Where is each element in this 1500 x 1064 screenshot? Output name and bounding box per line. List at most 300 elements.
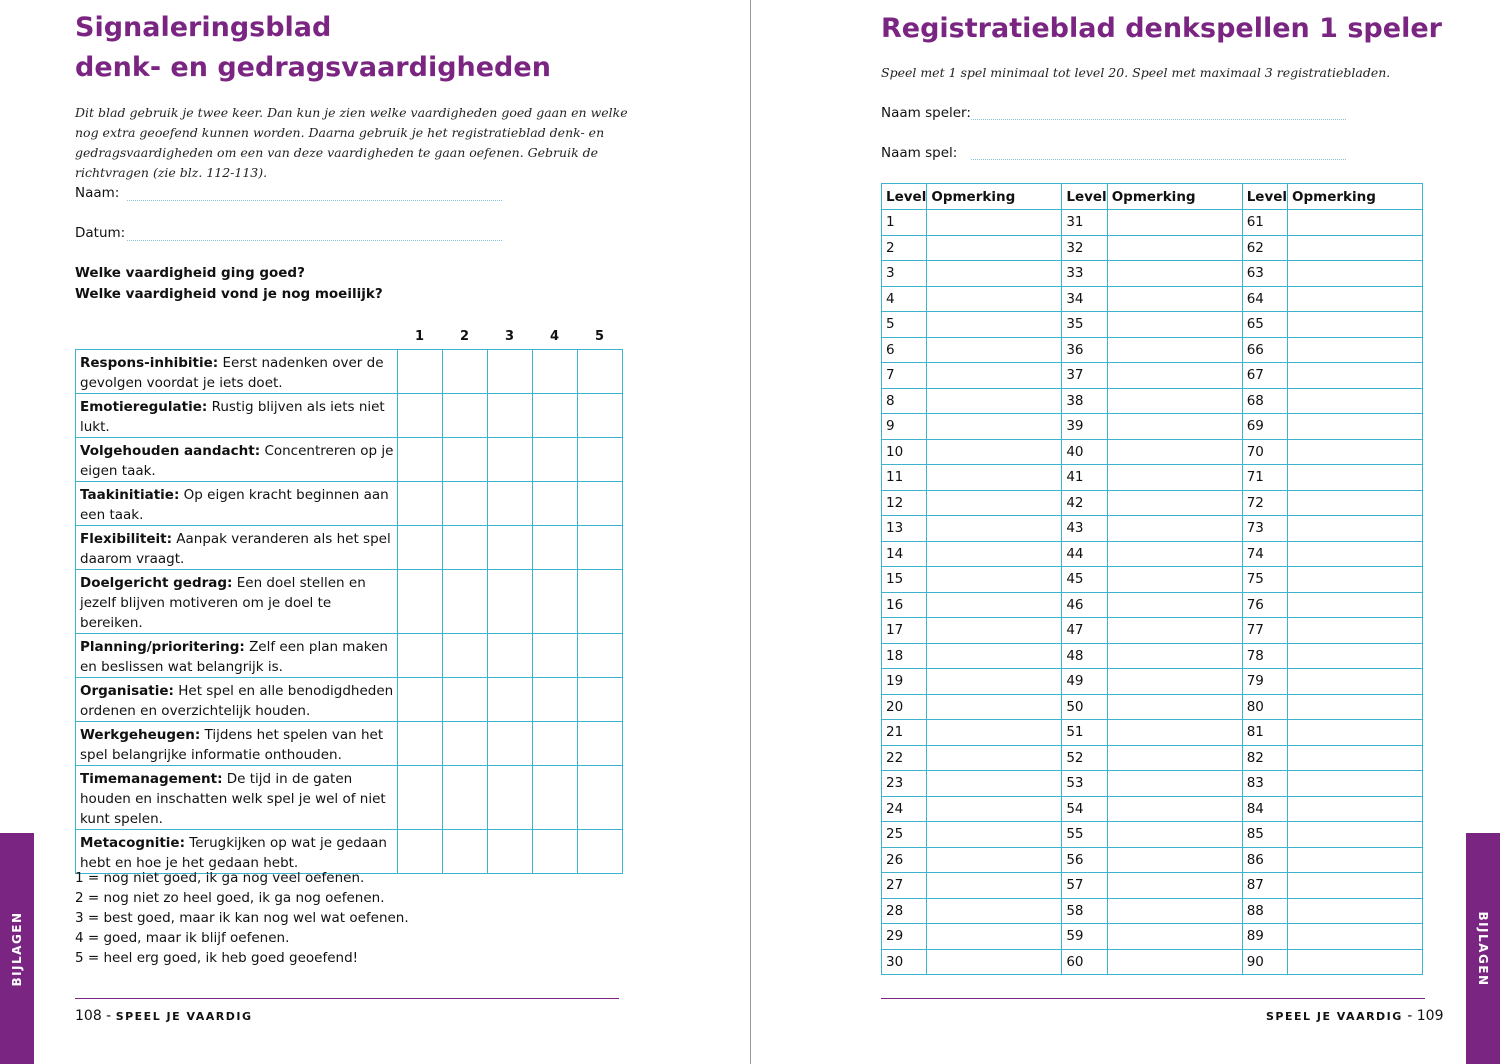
remark-cell[interactable] bbox=[1107, 261, 1242, 287]
level-row bbox=[882, 847, 1423, 873]
remark-cell[interactable] bbox=[927, 949, 1062, 975]
remark-cell[interactable] bbox=[927, 618, 1062, 644]
footer-separator-left: - bbox=[101, 1008, 116, 1024]
skill-row bbox=[76, 830, 623, 874]
remark-cell[interactable] bbox=[1107, 388, 1242, 414]
remark-cell[interactable] bbox=[1107, 847, 1242, 873]
remark-cell[interactable] bbox=[1288, 439, 1423, 465]
score-cell-3[interactable] bbox=[488, 722, 533, 766]
level-number: 69 bbox=[1242, 414, 1287, 440]
level-row bbox=[882, 235, 1423, 261]
level-number: 64 bbox=[1242, 286, 1287, 312]
level-number: 80 bbox=[1242, 694, 1287, 720]
level-number: 33 bbox=[1062, 261, 1107, 287]
level-number: 51 bbox=[1062, 720, 1107, 746]
level-number: 79 bbox=[1242, 669, 1287, 695]
remark-cell[interactable] bbox=[927, 286, 1062, 312]
score-cell-5[interactable] bbox=[578, 570, 623, 634]
level-number: 72 bbox=[1242, 490, 1287, 516]
remark-cell[interactable] bbox=[927, 898, 1062, 924]
level-number: 34 bbox=[1062, 286, 1107, 312]
question-difficult: Welke vaardigheid vond je nog moeilijk? bbox=[75, 286, 383, 302]
level-number: 71 bbox=[1242, 465, 1287, 491]
level-number: 46 bbox=[1062, 592, 1107, 618]
level-number: 54 bbox=[1062, 796, 1107, 822]
remark-cell[interactable] bbox=[927, 745, 1062, 771]
score-cell-3[interactable] bbox=[488, 350, 533, 394]
level-row bbox=[882, 592, 1423, 618]
levels-table bbox=[881, 183, 1423, 975]
levels-header-row bbox=[882, 184, 1423, 210]
level-number: 70 bbox=[1242, 439, 1287, 465]
score-cell-2[interactable] bbox=[443, 722, 488, 766]
remark-cell[interactable] bbox=[1107, 669, 1242, 695]
remark-cell[interactable] bbox=[1288, 541, 1423, 567]
skill-term: Emotieregulatie: bbox=[80, 399, 208, 415]
score-cell-4[interactable] bbox=[533, 526, 578, 570]
level-row bbox=[882, 924, 1423, 950]
score-cell-5[interactable] bbox=[578, 482, 623, 526]
remark-cell[interactable] bbox=[1107, 210, 1242, 236]
remark-cell[interactable] bbox=[1288, 847, 1423, 873]
level-row bbox=[882, 210, 1423, 236]
score-cell-4[interactable] bbox=[533, 766, 578, 830]
side-tab-label-right: BIJLAGEN bbox=[1476, 911, 1490, 987]
skill-row bbox=[76, 722, 623, 766]
level-number: 61 bbox=[1242, 210, 1287, 236]
remark-cell[interactable] bbox=[1107, 771, 1242, 797]
remark-cell[interactable] bbox=[1107, 873, 1242, 899]
level-row bbox=[882, 261, 1423, 287]
level-number: 36 bbox=[1062, 337, 1107, 363]
remark-cell[interactable] bbox=[927, 414, 1062, 440]
score-cell-1[interactable] bbox=[398, 766, 443, 830]
remark-cell[interactable] bbox=[927, 541, 1062, 567]
skill-desc: Op eigen kracht beginnen aan een taak. bbox=[80, 487, 389, 523]
remark-cell[interactable] bbox=[927, 312, 1062, 338]
level-number: 13 bbox=[882, 516, 927, 542]
level-number: 25 bbox=[882, 822, 927, 848]
skill-row bbox=[76, 570, 623, 634]
remark-cell[interactable] bbox=[927, 669, 1062, 695]
remark-cell[interactable] bbox=[1288, 924, 1423, 950]
score-cell-2[interactable] bbox=[443, 482, 488, 526]
level-number: 28 bbox=[882, 898, 927, 924]
score-cell-5[interactable] bbox=[578, 634, 623, 678]
remark-cell[interactable] bbox=[1288, 720, 1423, 746]
remark-cell[interactable] bbox=[1288, 210, 1423, 236]
page-number-right: 109 bbox=[1416, 1008, 1444, 1024]
score-cell-5[interactable] bbox=[578, 394, 623, 438]
score-cell-2[interactable] bbox=[443, 526, 488, 570]
remark-cell[interactable] bbox=[1288, 592, 1423, 618]
score-cell-5[interactable] bbox=[578, 526, 623, 570]
remark-cell[interactable] bbox=[1107, 465, 1242, 491]
level-number: 22 bbox=[882, 745, 927, 771]
game-name-label: Naam spel: bbox=[881, 145, 958, 161]
remark-cell[interactable] bbox=[1288, 261, 1423, 287]
legend-item-4: 4 = goed, maar ik blijf oefenen. bbox=[75, 930, 290, 946]
remark-cell[interactable] bbox=[1288, 516, 1423, 542]
legend-item-1: 1 = nog niet goed, ik ga nog veel oefenen. bbox=[75, 870, 365, 886]
level-row bbox=[882, 669, 1423, 695]
remark-cell[interactable] bbox=[927, 847, 1062, 873]
score-header-4: 4 bbox=[549, 329, 560, 344]
skill-desc: Eerst nadenken over de gevolgen voordat je iets doet. bbox=[80, 355, 384, 391]
score-cell-1[interactable] bbox=[398, 482, 443, 526]
remark-cell[interactable] bbox=[1288, 643, 1423, 669]
remark-cell[interactable] bbox=[927, 771, 1062, 797]
legend-item-2: 2 = nog niet zo heel goed, ik ga nog oefenen. bbox=[75, 890, 385, 906]
level-number: 82 bbox=[1242, 745, 1287, 771]
instruction-text: Speel met 1 spel minimaal tot level 20. Speel met maximaal 3 registratiebladen. bbox=[881, 65, 1391, 80]
level-row bbox=[882, 465, 1423, 491]
remark-cell[interactable] bbox=[1288, 337, 1423, 363]
remark-cell[interactable] bbox=[1288, 363, 1423, 389]
score-cell-3[interactable] bbox=[488, 678, 533, 722]
legend-item-5: 5 = heel erg goed, ik heb goed geoefend! bbox=[75, 950, 359, 966]
score-cell-1[interactable] bbox=[398, 526, 443, 570]
score-cell-3[interactable] bbox=[488, 482, 533, 526]
remark-cell[interactable] bbox=[927, 643, 1062, 669]
footer-book-title-left: SPEEL JE VAARDIG bbox=[115, 1010, 253, 1023]
remark-cell[interactable] bbox=[1288, 567, 1423, 593]
level-number: 58 bbox=[1062, 898, 1107, 924]
score-cell-4[interactable] bbox=[533, 438, 578, 482]
level-number: 4 bbox=[882, 286, 927, 312]
legend-item-3: 3 = best goed, maar ik kan nog wel wat oefenen. bbox=[75, 910, 409, 926]
remark-cell[interactable] bbox=[1107, 949, 1242, 975]
remark-cell[interactable] bbox=[927, 210, 1062, 236]
remark-cell[interactable] bbox=[927, 516, 1062, 542]
skill-desc: De tijd in de gaten houden en inschatten welk spel je wel of niet kunt spelen. bbox=[80, 771, 386, 827]
score-cell-3[interactable] bbox=[488, 570, 533, 634]
page-number-left: 108 bbox=[75, 1008, 102, 1024]
score-cell-2[interactable] bbox=[443, 830, 488, 874]
side-tab-label-left: BIJLAGEN bbox=[10, 911, 24, 987]
level-number: 24 bbox=[882, 796, 927, 822]
skill-term: Planning/prioritering: bbox=[80, 639, 245, 655]
level-row bbox=[882, 949, 1423, 975]
level-number: 10 bbox=[882, 439, 927, 465]
level-number: 19 bbox=[882, 669, 927, 695]
level-number: 12 bbox=[882, 490, 927, 516]
footer-left bbox=[75, 1008, 253, 1024]
level-number: 32 bbox=[1062, 235, 1107, 261]
skill-term: Organisatie: bbox=[80, 683, 174, 699]
level-row bbox=[882, 745, 1423, 771]
skill-row bbox=[76, 526, 623, 570]
score-cell-1[interactable] bbox=[398, 722, 443, 766]
remark-cell[interactable] bbox=[927, 873, 1062, 899]
skill-description-cell bbox=[76, 350, 398, 394]
level-number: 63 bbox=[1242, 261, 1287, 287]
remark-cell[interactable] bbox=[1288, 873, 1423, 899]
remark-cell[interactable] bbox=[1288, 898, 1423, 924]
skill-row bbox=[76, 482, 623, 526]
score-cell-2[interactable] bbox=[443, 634, 488, 678]
level-row bbox=[882, 796, 1423, 822]
skill-row bbox=[76, 438, 623, 482]
questions bbox=[75, 263, 383, 305]
remark-cell[interactable] bbox=[1107, 490, 1242, 516]
score-cell-1[interactable] bbox=[398, 830, 443, 874]
remark-cell[interactable] bbox=[927, 592, 1062, 618]
remark-cell[interactable] bbox=[1288, 745, 1423, 771]
score-cell-1[interactable] bbox=[398, 438, 443, 482]
score-cell-5[interactable] bbox=[578, 830, 623, 874]
level-number: 83 bbox=[1242, 771, 1287, 797]
level-row bbox=[882, 643, 1423, 669]
intro-text: Dit blad gebruik je twee keer. Dan kun je zien welke vaardigheden goed gaan en welke nog extra geoefend kunnen worden. Daarna gebruik je het registratieblad denk- en gedragsvaardigheden om een van deze vaardigheden te gaan oefenen. Gebruik de richtvragen (zie blz. 112-113). bbox=[75, 105, 628, 180]
level-number: 40 bbox=[1062, 439, 1107, 465]
remark-cell[interactable] bbox=[1107, 516, 1242, 542]
level-number: 65 bbox=[1242, 312, 1287, 338]
skill-term: Werkgeheugen: bbox=[80, 727, 201, 743]
score-cell-4[interactable] bbox=[533, 830, 578, 874]
score-cell-1[interactable] bbox=[398, 570, 443, 634]
level-row bbox=[882, 873, 1423, 899]
remark-cell[interactable] bbox=[1288, 286, 1423, 312]
level-number: 15 bbox=[882, 567, 927, 593]
remark-cell[interactable] bbox=[1107, 541, 1242, 567]
remark-cell[interactable] bbox=[1107, 720, 1242, 746]
remark-cell[interactable] bbox=[1288, 414, 1423, 440]
level-number: 35 bbox=[1062, 312, 1107, 338]
skill-desc: Aanpak veranderen als het spel daarom vraagt. bbox=[80, 531, 391, 567]
score-cell-1[interactable] bbox=[398, 350, 443, 394]
skill-description-cell bbox=[76, 634, 398, 678]
skill-description-cell bbox=[76, 482, 398, 526]
skill-term: Respons-inhibitie: bbox=[80, 355, 219, 371]
score-cell-4[interactable] bbox=[533, 350, 578, 394]
score-cell-1[interactable] bbox=[398, 394, 443, 438]
level-number: 53 bbox=[1062, 771, 1107, 797]
level-number: 67 bbox=[1242, 363, 1287, 389]
remark-cell[interactable] bbox=[1107, 694, 1242, 720]
skill-term: Flexibiliteit: bbox=[80, 531, 172, 547]
remark-cell[interactable] bbox=[927, 822, 1062, 848]
skill-term: Timemanagement: bbox=[80, 771, 223, 787]
registration-title: Registratieblad denkspellen 1 speler bbox=[881, 13, 1442, 44]
remark-cell[interactable] bbox=[1107, 592, 1242, 618]
remark-cell[interactable] bbox=[1107, 643, 1242, 669]
score-cell-3[interactable] bbox=[488, 766, 533, 830]
score-cell-4[interactable] bbox=[533, 678, 578, 722]
remark-cell[interactable] bbox=[927, 694, 1062, 720]
score-cell-3[interactable] bbox=[488, 634, 533, 678]
score-header-5: 5 bbox=[594, 329, 605, 344]
remark-cell[interactable] bbox=[1288, 822, 1423, 848]
skill-desc: Concentreren op je eigen taak. bbox=[80, 443, 394, 479]
col-header-remark: Opmerking bbox=[927, 184, 1062, 210]
level-number: 87 bbox=[1242, 873, 1287, 899]
col-header-remark: Opmerking bbox=[1288, 184, 1423, 210]
level-number: 75 bbox=[1242, 567, 1287, 593]
level-row bbox=[882, 312, 1423, 338]
score-cell-2[interactable] bbox=[443, 394, 488, 438]
skill-description-cell bbox=[76, 830, 398, 874]
skill-row bbox=[76, 350, 623, 394]
level-number: 31 bbox=[1062, 210, 1107, 236]
level-row bbox=[882, 439, 1423, 465]
score-cell-2[interactable] bbox=[443, 438, 488, 482]
level-number: 85 bbox=[1242, 822, 1287, 848]
remark-cell[interactable] bbox=[927, 235, 1062, 261]
remark-cell[interactable] bbox=[927, 439, 1062, 465]
remark-cell[interactable] bbox=[927, 490, 1062, 516]
skill-description-cell bbox=[76, 570, 398, 634]
score-cell-5[interactable] bbox=[578, 678, 623, 722]
score-cell-5[interactable] bbox=[578, 766, 623, 830]
level-number: 60 bbox=[1062, 949, 1107, 975]
level-row bbox=[882, 388, 1423, 414]
level-number: 73 bbox=[1242, 516, 1287, 542]
level-number: 8 bbox=[882, 388, 927, 414]
level-number: 2 bbox=[882, 235, 927, 261]
level-number: 50 bbox=[1062, 694, 1107, 720]
remark-cell[interactable] bbox=[927, 465, 1062, 491]
score-cell-4[interactable] bbox=[533, 634, 578, 678]
skill-row bbox=[76, 634, 623, 678]
level-row bbox=[882, 822, 1423, 848]
skill-description-cell bbox=[76, 526, 398, 570]
skill-desc: Het spel en alle benodigdheden ordenen en overzichtelijk houden. bbox=[80, 683, 394, 719]
skill-description-cell bbox=[76, 722, 398, 766]
level-number: 27 bbox=[882, 873, 927, 899]
score-cell-2[interactable] bbox=[443, 766, 488, 830]
score-cell-5[interactable] bbox=[578, 438, 623, 482]
remark-cell[interactable] bbox=[1288, 771, 1423, 797]
remark-cell[interactable] bbox=[927, 567, 1062, 593]
remark-cell[interactable] bbox=[1107, 822, 1242, 848]
col-header-remark: Opmerking bbox=[1107, 184, 1242, 210]
level-number: 86 bbox=[1242, 847, 1287, 873]
skill-row bbox=[76, 394, 623, 438]
score-cell-3[interactable] bbox=[488, 526, 533, 570]
score-cell-4[interactable] bbox=[533, 394, 578, 438]
score-cell-3[interactable] bbox=[488, 394, 533, 438]
level-row bbox=[882, 490, 1423, 516]
level-number: 6 bbox=[882, 337, 927, 363]
remark-cell[interactable] bbox=[1288, 490, 1423, 516]
remark-cell[interactable] bbox=[1288, 669, 1423, 695]
remark-cell[interactable] bbox=[1107, 567, 1242, 593]
remark-cell[interactable] bbox=[1288, 796, 1423, 822]
remark-cell[interactable] bbox=[1107, 796, 1242, 822]
level-number: 56 bbox=[1062, 847, 1107, 873]
level-number: 29 bbox=[882, 924, 927, 950]
remark-cell[interactable] bbox=[1107, 286, 1242, 312]
score-cell-4[interactable] bbox=[533, 722, 578, 766]
score-cell-5[interactable] bbox=[578, 350, 623, 394]
remark-cell[interactable] bbox=[1288, 465, 1423, 491]
remark-cell[interactable] bbox=[1288, 618, 1423, 644]
remark-cell[interactable] bbox=[927, 261, 1062, 287]
skill-desc: Een doel stellen en jezelf blijven motiveren om je doel te bereiken. bbox=[80, 575, 366, 631]
skill-desc: Rustig blijven als iets niet lukt. bbox=[80, 399, 385, 435]
remark-cell[interactable] bbox=[1107, 363, 1242, 389]
remark-cell[interactable] bbox=[1107, 745, 1242, 771]
remark-cell[interactable] bbox=[1107, 439, 1242, 465]
footer-rule-left bbox=[75, 998, 619, 999]
skill-desc: Terugkijken op wat je gedaan hebt en hoe je het gedaan hebt. bbox=[80, 835, 387, 871]
score-cell-2[interactable] bbox=[443, 678, 488, 722]
level-row bbox=[882, 567, 1423, 593]
level-number: 5 bbox=[882, 312, 927, 338]
level-number: 62 bbox=[1242, 235, 1287, 261]
level-number: 66 bbox=[1242, 337, 1287, 363]
remark-cell[interactable] bbox=[1107, 618, 1242, 644]
remark-cell[interactable] bbox=[927, 363, 1062, 389]
col-header-level: Level bbox=[1062, 184, 1107, 210]
level-row bbox=[882, 694, 1423, 720]
score-cell-1[interactable] bbox=[398, 634, 443, 678]
level-row bbox=[882, 771, 1423, 797]
score-cell-4[interactable] bbox=[533, 570, 578, 634]
remark-cell[interactable] bbox=[1107, 414, 1242, 440]
level-number: 41 bbox=[1062, 465, 1107, 491]
level-number: 18 bbox=[882, 643, 927, 669]
level-number: 74 bbox=[1242, 541, 1287, 567]
score-cell-3[interactable] bbox=[488, 830, 533, 874]
remark-cell[interactable] bbox=[927, 796, 1062, 822]
level-number: 17 bbox=[882, 618, 927, 644]
remark-cell[interactable] bbox=[1288, 312, 1423, 338]
score-cell-5[interactable] bbox=[578, 722, 623, 766]
level-row bbox=[882, 898, 1423, 924]
remark-cell[interactable] bbox=[1288, 949, 1423, 975]
remark-cell[interactable] bbox=[927, 337, 1062, 363]
score-cell-1[interactable] bbox=[398, 678, 443, 722]
player-name-label: Naam speler: bbox=[881, 105, 971, 121]
score-cell-3[interactable] bbox=[488, 438, 533, 482]
remark-cell[interactable] bbox=[1107, 312, 1242, 338]
skill-description-cell bbox=[76, 438, 398, 482]
level-number: 44 bbox=[1062, 541, 1107, 567]
remark-cell[interactable] bbox=[1107, 924, 1242, 950]
level-number: 90 bbox=[1242, 949, 1287, 975]
remark-cell[interactable] bbox=[1107, 898, 1242, 924]
page-title-line1: Signaleringsblad bbox=[75, 12, 332, 43]
remark-cell[interactable] bbox=[927, 388, 1062, 414]
remark-cell[interactable] bbox=[927, 720, 1062, 746]
level-number: 78 bbox=[1242, 643, 1287, 669]
score-cell-4[interactable] bbox=[533, 482, 578, 526]
level-row bbox=[882, 541, 1423, 567]
remark-cell[interactable] bbox=[927, 924, 1062, 950]
level-number: 81 bbox=[1242, 720, 1287, 746]
remark-cell[interactable] bbox=[1107, 235, 1242, 261]
level-number: 21 bbox=[882, 720, 927, 746]
score-cell-2[interactable] bbox=[443, 570, 488, 634]
footer-rule-right bbox=[881, 998, 1425, 999]
remark-cell[interactable] bbox=[1107, 337, 1242, 363]
level-number: 38 bbox=[1062, 388, 1107, 414]
skill-row bbox=[76, 766, 623, 830]
page-title-line2: denk- en gedragsvaardigheden bbox=[75, 52, 551, 83]
remark-cell[interactable] bbox=[1288, 694, 1423, 720]
remark-cell[interactable] bbox=[1288, 388, 1423, 414]
remark-cell[interactable] bbox=[1288, 235, 1423, 261]
level-number: 1 bbox=[882, 210, 927, 236]
col-header-level: Level bbox=[882, 184, 927, 210]
level-row bbox=[882, 414, 1423, 440]
level-number: 76 bbox=[1242, 592, 1287, 618]
level-number: 57 bbox=[1062, 873, 1107, 899]
score-cell-2[interactable] bbox=[443, 350, 488, 394]
level-number: 47 bbox=[1062, 618, 1107, 644]
